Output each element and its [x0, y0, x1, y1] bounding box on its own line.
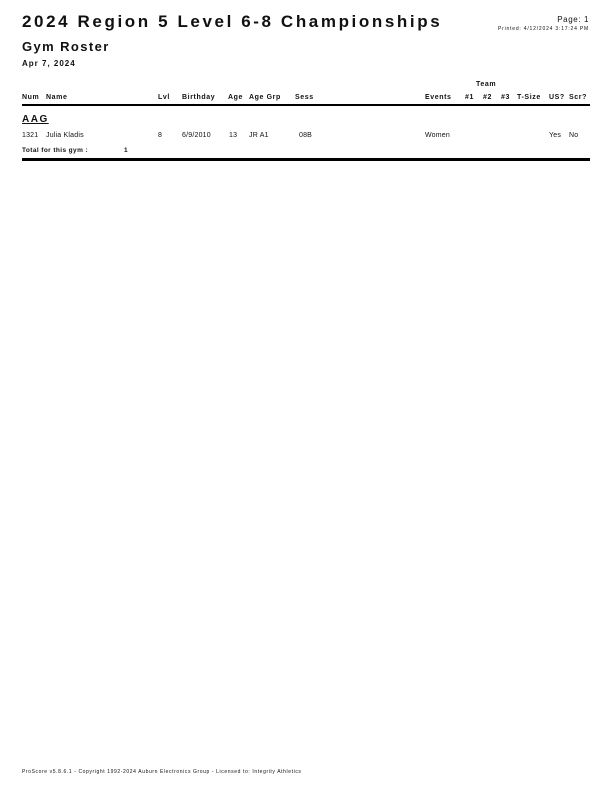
- page-number: Page: 1: [557, 15, 589, 24]
- cell-us: Yes: [549, 132, 562, 139]
- column-header-team-3: #3: [501, 94, 510, 101]
- gym-end-rule: [22, 158, 590, 161]
- report-date: Apr 7, 2024: [22, 59, 76, 68]
- column-header-age: Age: [228, 94, 244, 101]
- cell-lvl: 8: [158, 132, 163, 139]
- cell-age-grp: JR A1: [249, 132, 269, 139]
- column-header-scr: Scr?: [569, 94, 587, 101]
- column-header-team-group: Team: [476, 81, 497, 88]
- cell-num: 1321: [22, 132, 39, 139]
- printed-timestamp: Printed: 4/12/2024 3:17:24 PM: [497, 26, 589, 32]
- column-header-lvl: Lvl: [158, 94, 170, 101]
- column-header-age-grp: Age Grp: [249, 94, 281, 101]
- footer-copyright: ProScore v5.8.6.1 - Copyright 1992-2024 Auburn Electronics Group - Licensed to: Integrity Athletics: [22, 769, 302, 775]
- gym-name: AAG: [22, 114, 49, 125]
- report-subtitle: Gym Roster: [22, 39, 110, 54]
- cell-sess: 08B: [299, 132, 313, 139]
- column-header-num: Num: [22, 94, 40, 101]
- report-title: 2024 Region 5 Level 6-8 Championships: [22, 12, 443, 31]
- cell-age: 13: [229, 132, 238, 139]
- column-header-sess: Sess: [295, 94, 314, 101]
- header-rule: [22, 104, 590, 106]
- column-header-team-2: #2: [483, 94, 492, 101]
- cell-birthday: 6/9/2010: [182, 132, 211, 139]
- column-header-team-1: #1: [465, 94, 474, 101]
- column-header-name: Name: [46, 94, 68, 101]
- column-header-events: Events: [425, 94, 452, 101]
- cell-name: Julia Kladis: [46, 132, 84, 139]
- total-value: 1: [124, 147, 128, 154]
- column-header-birthday: Birthday: [182, 94, 216, 101]
- column-header-us: US?: [549, 94, 565, 101]
- cell-scr: No: [569, 132, 579, 139]
- column-header-tsize: T-Size: [517, 94, 541, 101]
- total-label: Total for this gym :: [22, 147, 89, 154]
- cell-events: Women: [425, 132, 450, 139]
